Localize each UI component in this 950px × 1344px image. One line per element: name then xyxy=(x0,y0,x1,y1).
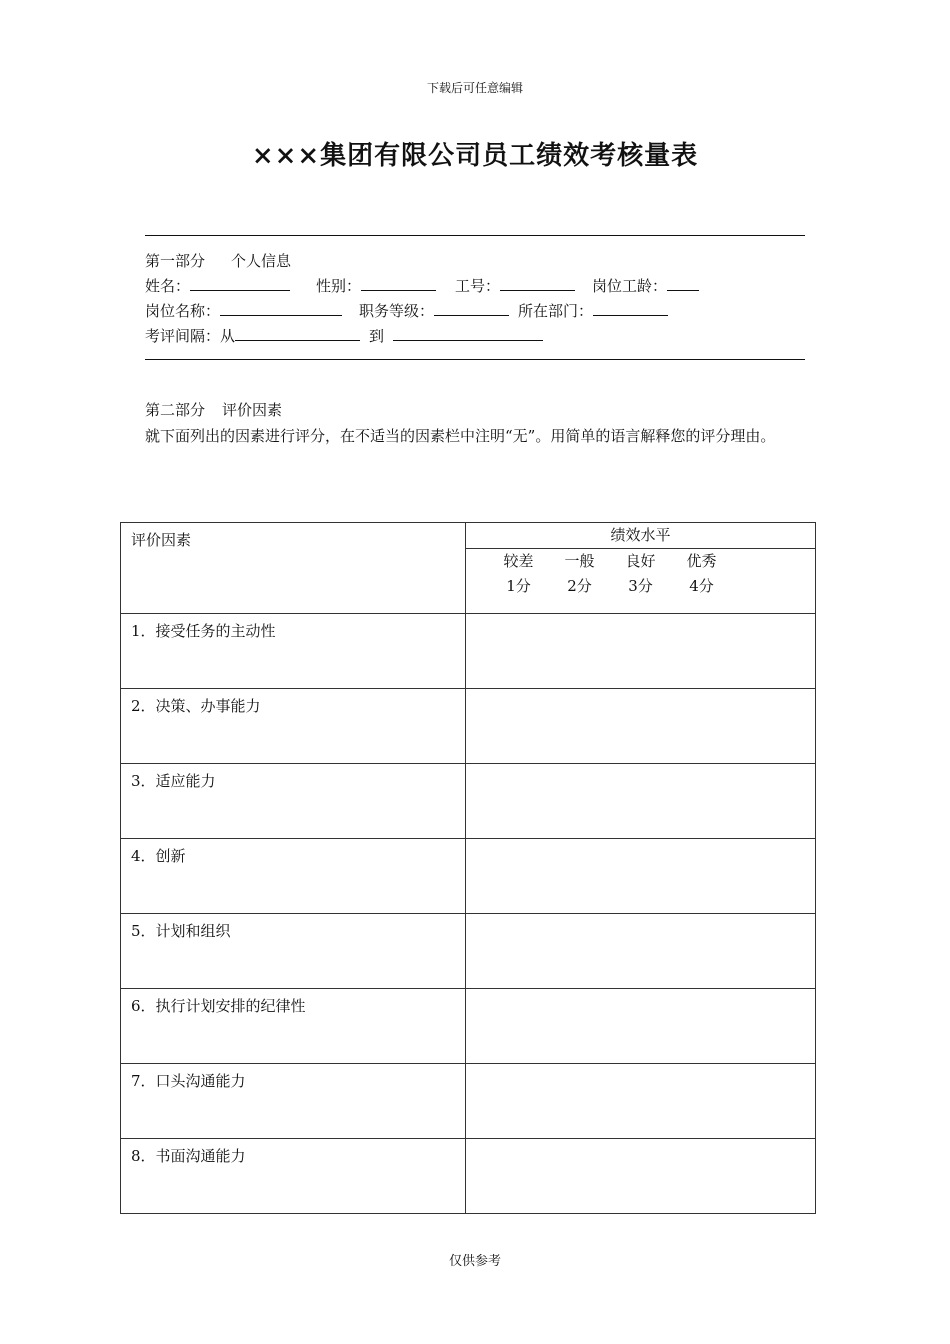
table-row xyxy=(121,689,816,764)
tenure-field[interactable] xyxy=(667,274,699,291)
bottom-divider xyxy=(145,359,805,360)
part2-number: 第二部分 xyxy=(145,401,206,419)
employee-id-label: 工号： xyxy=(455,277,501,295)
footer-note: 仅供参考 xyxy=(448,1254,501,1269)
factor-label: 1．接受任务的主动性 xyxy=(131,622,276,640)
rating-cell[interactable] xyxy=(466,1064,816,1139)
factor-cell xyxy=(121,989,466,1064)
part1-title: 个人信息 xyxy=(231,252,292,270)
factor-header: 评价因素 xyxy=(131,531,192,549)
level-header-cell xyxy=(466,523,816,549)
personal-info-section xyxy=(145,249,810,349)
document-title: ×××集团有限公司员工绩效考核量表 xyxy=(251,141,699,171)
tenure-label: 岗位工龄： xyxy=(592,277,668,295)
rating-cell[interactable] xyxy=(466,764,816,839)
part2-instruction: 就下面列出的因素进行评分，在不适当的因素栏中注明“无”。用简单的语言解释您的评分理由。 xyxy=(145,427,776,445)
level-label: 优秀 xyxy=(686,552,717,570)
department-label: 所在部门： xyxy=(518,302,594,320)
level-scale xyxy=(466,549,815,599)
level-score: 2分 xyxy=(567,577,592,595)
grade-field[interactable] xyxy=(434,299,509,316)
period-to-field[interactable] xyxy=(393,324,543,341)
grade-label: 职务等级： xyxy=(359,302,435,320)
level-good xyxy=(610,549,671,599)
period-to-label: 到 xyxy=(369,327,385,345)
level-poor xyxy=(488,549,549,599)
gender-field[interactable] xyxy=(361,274,436,291)
factor-label: 3．适应能力 xyxy=(131,772,216,790)
factor-cell xyxy=(121,839,466,914)
level-score: 4分 xyxy=(689,577,714,595)
name-field[interactable] xyxy=(190,274,290,291)
part2-heading xyxy=(145,398,810,423)
name-label: 姓名： xyxy=(145,277,191,295)
level-score: 3分 xyxy=(628,577,653,595)
table-row xyxy=(121,764,816,839)
level-label: 良好 xyxy=(625,552,656,570)
table-row xyxy=(121,839,816,914)
position-field[interactable] xyxy=(220,299,342,316)
info-line-3 xyxy=(145,324,810,349)
level-header: 绩效水平 xyxy=(610,526,671,544)
factor-cell xyxy=(121,914,466,989)
factor-cell xyxy=(121,1139,466,1214)
factor-label: 5．计划和组织 xyxy=(131,922,231,940)
factor-cell xyxy=(121,764,466,839)
table-row xyxy=(121,989,816,1064)
table-row xyxy=(121,914,816,989)
part1-heading xyxy=(145,249,810,274)
factor-label: 2．决策、办事能力 xyxy=(131,697,261,715)
period-from-field[interactable] xyxy=(235,324,360,341)
level-label: 一般 xyxy=(564,552,595,570)
rating-cell[interactable] xyxy=(466,839,816,914)
evaluation-table xyxy=(120,522,816,1214)
rating-cell[interactable] xyxy=(466,1139,816,1214)
factor-cell xyxy=(121,1064,466,1139)
rating-cell[interactable] xyxy=(466,914,816,989)
level-excellent xyxy=(671,549,732,599)
top-divider xyxy=(145,235,805,236)
position-label: 岗位名称： xyxy=(145,302,221,320)
factor-label: 8．书面沟通能力 xyxy=(131,1147,246,1165)
table-row xyxy=(121,1064,816,1139)
info-line-2 xyxy=(145,299,810,324)
period-label: 考评间隔：从 xyxy=(145,327,236,345)
table-header-row xyxy=(121,523,816,549)
level-average xyxy=(549,549,610,599)
evaluation-factors-section xyxy=(145,398,810,449)
factor-label: 7．口头沟通能力 xyxy=(131,1072,246,1090)
factor-label: 4．创新 xyxy=(131,847,186,865)
level-scale-cell xyxy=(466,549,816,614)
factor-header-cell xyxy=(121,523,466,614)
factor-cell xyxy=(121,689,466,764)
table-row xyxy=(121,1139,816,1214)
info-line-1 xyxy=(145,274,810,299)
rating-cell[interactable] xyxy=(466,989,816,1064)
header-note: 下载后可任意编辑 xyxy=(426,81,523,95)
factor-label: 6．执行计划安排的纪律性 xyxy=(131,997,306,1015)
level-label: 较差 xyxy=(503,552,534,570)
part2-title: 评价因素 xyxy=(222,401,283,419)
table-row xyxy=(121,614,816,689)
gender-label: 性别： xyxy=(316,277,362,295)
employee-id-field[interactable] xyxy=(500,274,575,291)
rating-cell[interactable] xyxy=(466,614,816,689)
department-field[interactable] xyxy=(593,299,668,316)
rating-cell[interactable] xyxy=(466,689,816,764)
level-score: 1分 xyxy=(506,577,531,595)
factor-cell xyxy=(121,614,466,689)
part1-number: 第一部分 xyxy=(145,252,206,270)
